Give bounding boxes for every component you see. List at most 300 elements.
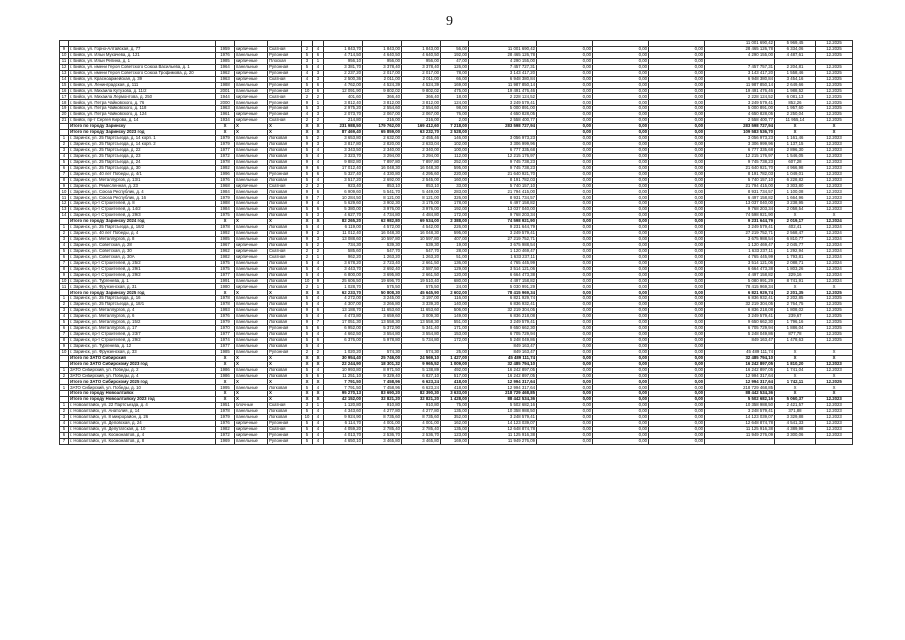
table-cell: 0,00: [649, 260, 705, 266]
table-cell: 1: [313, 403, 324, 409]
table-cell: 0,00: [593, 290, 649, 296]
table-cell: 12.2025: [816, 94, 853, 100]
table-cell: 5: [302, 373, 313, 379]
table-cell: 12.2024: [816, 278, 853, 284]
table-cell: 4: [313, 385, 324, 391]
table-cell: 100,00: [441, 147, 469, 153]
table-cell: кирпичные: [235, 94, 268, 100]
table-cell: 6 821 929,74: [469, 296, 537, 302]
table-cell: 4 001,00: [402, 421, 441, 427]
table-cell: 2 088,71: [775, 260, 816, 266]
table-cell: 1: [60, 225, 69, 231]
table-cell: 42 152,00: [324, 397, 363, 403]
table-cell: 9 231 644,79: [705, 219, 775, 225]
table-cell: 0,00: [593, 326, 649, 332]
table-cell: 2 633,04: [402, 141, 441, 147]
table-cell: 4 541,33: [775, 421, 816, 427]
table-cell: 0,00: [649, 367, 705, 373]
table-cell: 6 836 932,41: [705, 296, 775, 302]
table-cell: панельные: [235, 82, 268, 88]
table-cell: 0,00: [649, 320, 705, 326]
table-cell: 21: [60, 118, 69, 124]
table-cell: 0,00: [537, 136, 593, 142]
table-cell: 0,00: [649, 46, 705, 52]
table-cell: г. Новоалтайск, ул. 8 микрорайон, д. 26: [69, 415, 216, 421]
table-cell: 0,00: [649, 272, 705, 278]
table-cell: 0,00: [649, 124, 705, 130]
table-cell: 5: [302, 432, 313, 438]
table-cell: 0,00: [537, 147, 593, 153]
table-cell: панельные: [235, 343, 268, 349]
table-cell: X: [313, 290, 324, 296]
table-cell: 3: [302, 403, 313, 409]
table-cell: 3 248 579,41: [469, 415, 537, 421]
table-cell: 4 389,98: [775, 426, 816, 432]
table-cell: 6 948 380,84: [469, 76, 537, 82]
table-cell: 12.2023: [816, 426, 853, 432]
table-cell: 5 380,00: [324, 207, 363, 213]
table-cell: кирпичные: [235, 242, 268, 248]
table-cell: 12 994 317,64: [469, 385, 537, 391]
table-cell: X: [268, 397, 302, 403]
table-cell: 680,00: [441, 278, 469, 284]
table-cell: X: [268, 355, 302, 361]
table-cell: 5: [302, 326, 313, 332]
table-cell: 5 138,89: [402, 367, 441, 373]
table-cell: 5 541,70: [363, 189, 402, 195]
table-cell: г. Заринск, ул. 25 Партсъезда, д. 14 корп. 2: [69, 141, 216, 147]
table-cell: 11: [60, 195, 69, 201]
table-cell: 1 803,26: [775, 266, 816, 272]
table-cell: 179 762,00: [363, 124, 402, 130]
table-cell: 4: [313, 266, 324, 272]
table-cell: 0,00: [593, 260, 649, 266]
table-cell: 3: [313, 106, 324, 112]
table-cell: X: [313, 355, 324, 361]
table-cell: 0,00: [537, 112, 593, 118]
table-cell: 9: [302, 236, 313, 242]
table-cell: X: [235, 361, 268, 367]
table-cell: 3: [60, 308, 69, 314]
table-cell: 3 465,80: [363, 438, 402, 444]
table-cell: 2 536,70: [402, 432, 441, 438]
table-cell: 192,00: [441, 207, 469, 213]
table-cell: 5: [302, 314, 313, 320]
table-cell: 352,00: [441, 415, 469, 421]
table-cell: X: [775, 130, 816, 136]
table-cell: 2: [313, 136, 324, 142]
table-cell: 3 294,00: [402, 153, 441, 159]
table-cell: 5: [302, 171, 313, 177]
table-cell: X: [235, 130, 268, 136]
table-cell: 849 163,47: [469, 349, 537, 355]
table-cell: 6 777 335,68: [705, 147, 775, 153]
table-cell: 0,00: [537, 302, 593, 308]
table-cell: 15: [60, 82, 69, 88]
table-cell: панельные: [235, 438, 268, 444]
table-cell: 169 412,60: [402, 124, 441, 130]
table-cell: Логковая: [268, 343, 302, 349]
table-cell: 0,00: [649, 225, 705, 231]
table-cell: 0,00: [649, 70, 705, 76]
table-cell: 12.2025: [816, 100, 853, 106]
table-cell: 1 843,00: [402, 46, 441, 52]
table-cell: 0,00: [593, 106, 649, 112]
table-cell: 82 390,30: [402, 391, 441, 397]
table-cell: 3 554,80: [402, 331, 441, 337]
table-cell: 12.2023: [816, 159, 853, 165]
table-cell: 0,00: [649, 189, 705, 195]
table-cell: 12.2025: [816, 314, 853, 320]
table-cell: 149,00: [441, 314, 469, 320]
table-cell: 2 500,36: [324, 76, 363, 82]
table-cell: г. Бийск, ул. имени Героя Советского Союза Васильева, д. 1: [69, 64, 216, 70]
table-cell: 0,00: [649, 302, 705, 308]
table-cell: 7: [60, 438, 69, 444]
table-cell: 0,00: [593, 284, 649, 290]
table-cell: панельные: [235, 308, 268, 314]
table-cell: 9 329,40: [363, 373, 402, 379]
table-cell: 0,00: [593, 207, 649, 213]
table-cell: Рулонная: [268, 70, 302, 76]
table-cell: 12.2023: [816, 165, 853, 171]
table-cell: 0,00: [649, 165, 705, 171]
table-cell: 9: [302, 189, 313, 195]
table-cell: 14 123 039,07: [705, 415, 775, 421]
table-cell: 7: [60, 260, 69, 266]
table-cell: 78 415 969,34: [705, 284, 775, 290]
table-cell: 3 249 579,41: [705, 100, 775, 106]
table-cell: г. Заринск, ул. Фрунзенская, д. 33: [69, 349, 216, 355]
table-cell: 0,00: [649, 94, 705, 100]
table-cell: 1 263,20: [402, 254, 441, 260]
table-cell: 4: [313, 177, 324, 183]
table-cell: 4 484,80: [402, 213, 441, 219]
table-cell: 4: [313, 343, 324, 349]
table-cell: X: [268, 391, 302, 397]
table-cell: 8 931 734,57: [469, 195, 537, 201]
table-cell: 0,00: [537, 385, 593, 391]
table-cell: 3 633,00: [441, 391, 469, 397]
table-cell: панельные: [235, 106, 268, 112]
table-cell: г. Заринск, ул. 25 Партсъезда, д. 18/1: [69, 302, 216, 308]
table-cell: 1979: [216, 415, 235, 421]
table-cell: 12.2024: [816, 236, 853, 242]
table-cell: 3 675 988,54: [469, 242, 537, 248]
table-cell: 9 650 662,30: [705, 320, 775, 326]
table-cell: 6: [60, 254, 69, 260]
table-cell: панельные: [235, 165, 268, 171]
table-cell: 0,00: [537, 355, 593, 361]
table-cell: 1 810,20: [775, 361, 816, 367]
table-cell: 14: [60, 213, 69, 219]
table-cell: X: [775, 124, 816, 130]
table-cell: 0,00: [649, 213, 705, 219]
table-cell: 21 640 921,70: [469, 171, 537, 177]
table-cell: 574,30: [402, 349, 441, 355]
table-cell: 1978: [216, 409, 235, 415]
table-cell: г. Заринск, ул. 40 лет Победы, д. 4/1: [69, 171, 216, 177]
table-cell: панельные: [235, 207, 268, 213]
table-cell: 3: [60, 147, 69, 153]
table-cell: 0,00: [593, 331, 649, 337]
table-cell: панельные: [235, 314, 268, 320]
table-cell: 12.2023: [816, 403, 853, 409]
table-cell: 12.2025: [816, 106, 853, 112]
table-cell: 216,00: [363, 118, 402, 124]
table-cell: 1 120,80: [324, 403, 363, 409]
table-cell: 0,00: [593, 171, 649, 177]
table-cell: 1 957,60: [775, 106, 816, 112]
table-cell: г. Заринск, ул. Фрунзенская, д. 31: [69, 284, 216, 290]
table-cell: 3 143 417,20: [705, 70, 775, 76]
table-cell: 0,00: [593, 236, 649, 242]
table-cell: 2: [302, 254, 313, 260]
table-cell: 11 001 690,42: [705, 41, 775, 47]
table-cell: 575,50: [402, 284, 441, 290]
table-cell: 3 245,00: [363, 296, 402, 302]
table-cell: 6: [60, 326, 69, 332]
table-cell: 1986: [216, 373, 235, 379]
table-cell: 2 692,40: [363, 266, 402, 272]
table-cell: 3 976,00: [402, 207, 441, 213]
table-cell: 10: [60, 278, 69, 284]
table-cell: 8: [60, 177, 69, 183]
table-cell: 1986: [216, 367, 235, 373]
table-cell: 24,00: [441, 284, 469, 290]
table-cell: 0,00: [649, 159, 705, 165]
table-cell: 116,00: [441, 296, 469, 302]
table-cell: 4 497 158,82: [469, 278, 537, 284]
table-cell: Логковая: [268, 147, 302, 153]
table-cell: 1 028,70: [324, 284, 363, 290]
table-cell: 0,00: [593, 76, 649, 82]
table-cell: 0,00: [593, 177, 649, 183]
table-cell: панельные: [235, 278, 268, 284]
table-cell: Логковая: [268, 320, 302, 326]
table-cell: 6 827,10: [402, 373, 441, 379]
table-cell: Логковая: [268, 260, 302, 266]
table-cell: 178,00: [441, 201, 469, 207]
table-cell: 1967: [216, 242, 235, 248]
table-cell: 4: [313, 409, 324, 415]
table-cell: 9: [302, 320, 313, 326]
table-cell: 0,00: [537, 70, 593, 76]
table-cell: 418,00: [441, 379, 469, 385]
table-cell: 9: [60, 343, 69, 349]
table-cell: Логковая: [268, 385, 302, 391]
table-cell: Рулонная: [268, 326, 302, 332]
table-cell: 6 705 729,94: [469, 331, 537, 337]
table-cell: 11 653,60: [363, 308, 402, 314]
table-cell: 4 290 155,00: [705, 52, 775, 58]
table-cell: X: [816, 385, 853, 391]
table-cell: Рулонная: [268, 438, 302, 444]
table-cell: 547,70: [363, 248, 402, 254]
table-cell: 2 602,00: [441, 290, 469, 296]
table-cell: г. Бийск, пр-т Сергея Кирова, д. 14: [69, 118, 216, 124]
table-cell: Логковая: [268, 296, 302, 302]
table-cell: 0,00: [593, 141, 649, 147]
table-cell: 0,00: [537, 106, 593, 112]
table-cell: 2 421,57: [775, 403, 816, 409]
table-cell: 4: [313, 432, 324, 438]
table-cell: 0,00: [649, 314, 705, 320]
table-cell: 0,00: [649, 195, 705, 201]
table-cell: X: [216, 397, 235, 403]
table-cell: 283 598 727,94: [469, 124, 537, 130]
table-cell: 12.2025: [816, 88, 853, 94]
table-cell: 0,00: [649, 409, 705, 415]
table-cell: 9 745 738,23: [469, 165, 537, 171]
table-cell: Итого по городу Заринску 2024 год: [69, 219, 216, 225]
table-cell: 162,00: [441, 421, 469, 427]
table-cell: 5: [302, 409, 313, 415]
table-cell: 2 388,00: [441, 219, 469, 225]
table-cell: 25 606,50: [324, 278, 363, 284]
table-cell: 5: [302, 213, 313, 219]
table-cell: 5: [302, 426, 313, 432]
table-cell: 1 428,00: [441, 397, 469, 403]
table-cell: кирпичные: [235, 432, 268, 438]
table-cell: 2 202,85: [775, 296, 816, 302]
table-cell: 12.2023: [816, 367, 853, 373]
table-cell: 3 294,00: [363, 153, 402, 159]
table-cell: 8: [60, 266, 69, 272]
table-cell: 1993: [216, 308, 235, 314]
table-cell: 1: [313, 254, 324, 260]
table-cell: 0,00: [537, 260, 593, 266]
table-cell: 7 457 757,31: [705, 64, 775, 70]
table-cell: 2 545,00: [402, 177, 441, 183]
table-cell: 12.2025: [816, 52, 853, 58]
table-cell: 12 994 317,64: [469, 379, 537, 385]
table-cell: 0,00: [593, 421, 649, 427]
table-cell: 30 954,40: [324, 355, 363, 361]
table-cell: 62 982,80: [363, 219, 402, 225]
table-cell: панельные: [235, 231, 268, 237]
table-cell: 0,00: [593, 248, 649, 254]
table-body: [60, 41, 853, 445]
table-cell: 6: [313, 373, 324, 379]
table-cell: 1 478,63: [775, 337, 816, 343]
table-cell: 3 143 417,20: [469, 70, 537, 76]
table-cell: 11: [60, 58, 69, 64]
table-cell: Скатная: [268, 118, 302, 124]
table-cell: 87 469,40: [324, 130, 363, 136]
table-cell: Итого по городу Новоалтайск: [69, 391, 216, 397]
table-cell: 9 882,80: [324, 159, 363, 165]
table-cell: X: [216, 361, 235, 367]
table-cell: кирпичные: [235, 284, 268, 290]
table-cell: Итого по городу Заринску 2025 год: [69, 290, 216, 296]
table-cell: 1 292,94: [775, 248, 816, 254]
table-cell: 1969: [216, 438, 235, 444]
table-cell: ЗАТО Сибирский, ул. Победы, д. 2: [69, 367, 216, 373]
table-cell: 216,00: [402, 118, 441, 124]
table-cell: г. Заринск, ул. Металлургов, д. 17: [69, 326, 216, 332]
table-cell: 0,00: [649, 153, 705, 159]
table-cell: 12.2025: [816, 296, 853, 302]
table-cell: 4 487,61: [775, 52, 816, 58]
table-cell: 0,00: [593, 52, 649, 58]
table-cell: 8 121,00: [402, 195, 441, 201]
table-cell: 24 569,10: [402, 355, 441, 361]
table-cell: кирпичные: [235, 248, 268, 254]
table-cell: 0,00: [593, 415, 649, 421]
table-cell: 28 465 126,78: [469, 52, 537, 58]
table-cell: 1: [60, 367, 69, 373]
table-cell: Логковая: [268, 278, 302, 284]
table-cell: Логковая: [268, 165, 302, 171]
table-cell: 16 242 897,05: [705, 367, 775, 373]
table-cell: панельные: [235, 100, 268, 106]
table-cell: 3 378,40: [402, 64, 441, 70]
table-cell: панельные: [235, 159, 268, 165]
table-cell: г. Заринск, ул. Тургенева, д. 12: [69, 343, 216, 349]
table-cell: 371,88: [775, 409, 816, 415]
table-cell: 192,00: [441, 52, 469, 58]
table-cell: 1977: [216, 272, 235, 278]
table-cell: 0,00: [649, 337, 705, 343]
table-cell: 0,00: [593, 308, 649, 314]
table-cell: Логковая: [268, 284, 302, 290]
table-cell: 849 163,47: [469, 343, 537, 349]
table-cell: 4 762,00: [324, 82, 363, 88]
table-cell: 5 449,00: [402, 189, 441, 195]
table-cell: 0,00: [649, 231, 705, 237]
table-cell: 4: [60, 153, 69, 159]
table-cell: 4 572,00: [363, 225, 402, 231]
table-cell: г. Заринск, ул. 25 Партсъезда, д. 23: [69, 153, 216, 159]
table-cell: 1982: [216, 254, 235, 260]
table-cell: 65 859,00: [363, 130, 402, 136]
table-cell: 1: [60, 385, 69, 391]
table-cell: 0,00: [537, 94, 593, 100]
table-cell: 62 233,70: [324, 290, 363, 296]
table-cell: панельные: [235, 213, 268, 219]
table-cell: 3 197,00: [402, 296, 441, 302]
table-cell: 33,00: [441, 183, 469, 189]
table-cell: 0,00: [593, 46, 649, 52]
table-cell: 12: [60, 201, 69, 207]
table-cell: 8 191 782,03: [705, 171, 775, 177]
table-cell: 1 741,04: [775, 367, 816, 373]
table-cell: 12.2023: [816, 397, 853, 403]
table-cell: 9: [60, 46, 69, 52]
table-cell: X: [775, 213, 816, 219]
table-cell: Рулонная: [268, 88, 302, 94]
table-cell: 4: [313, 426, 324, 432]
table-cell: 1951: [216, 403, 235, 409]
table-cell: 547,70: [402, 248, 441, 254]
table-cell: г. Заринск, ул. Металлургов, д. 6: [69, 314, 216, 320]
table-cell: 50 808,30: [363, 290, 402, 296]
table-cell: 506,00: [441, 308, 469, 314]
table-cell: 4: [313, 438, 324, 444]
table-cell: 13 037 040,00: [469, 207, 537, 213]
table-cell: 0,00: [537, 331, 593, 337]
table-cell: 14: [60, 76, 69, 82]
table-cell: 11 125 916,38: [705, 426, 775, 432]
table-cell: 6: [60, 432, 69, 438]
table-cell: 4 627,70: [324, 213, 363, 219]
table-cell: 74 598 921,90: [705, 213, 775, 219]
table-cell: 4: [313, 147, 324, 153]
table-cell: 1: [313, 100, 324, 106]
table-cell: Скатная: [268, 403, 302, 409]
table-cell: г. Бийск, ул. Ильи Репина, д. 1: [69, 58, 216, 64]
